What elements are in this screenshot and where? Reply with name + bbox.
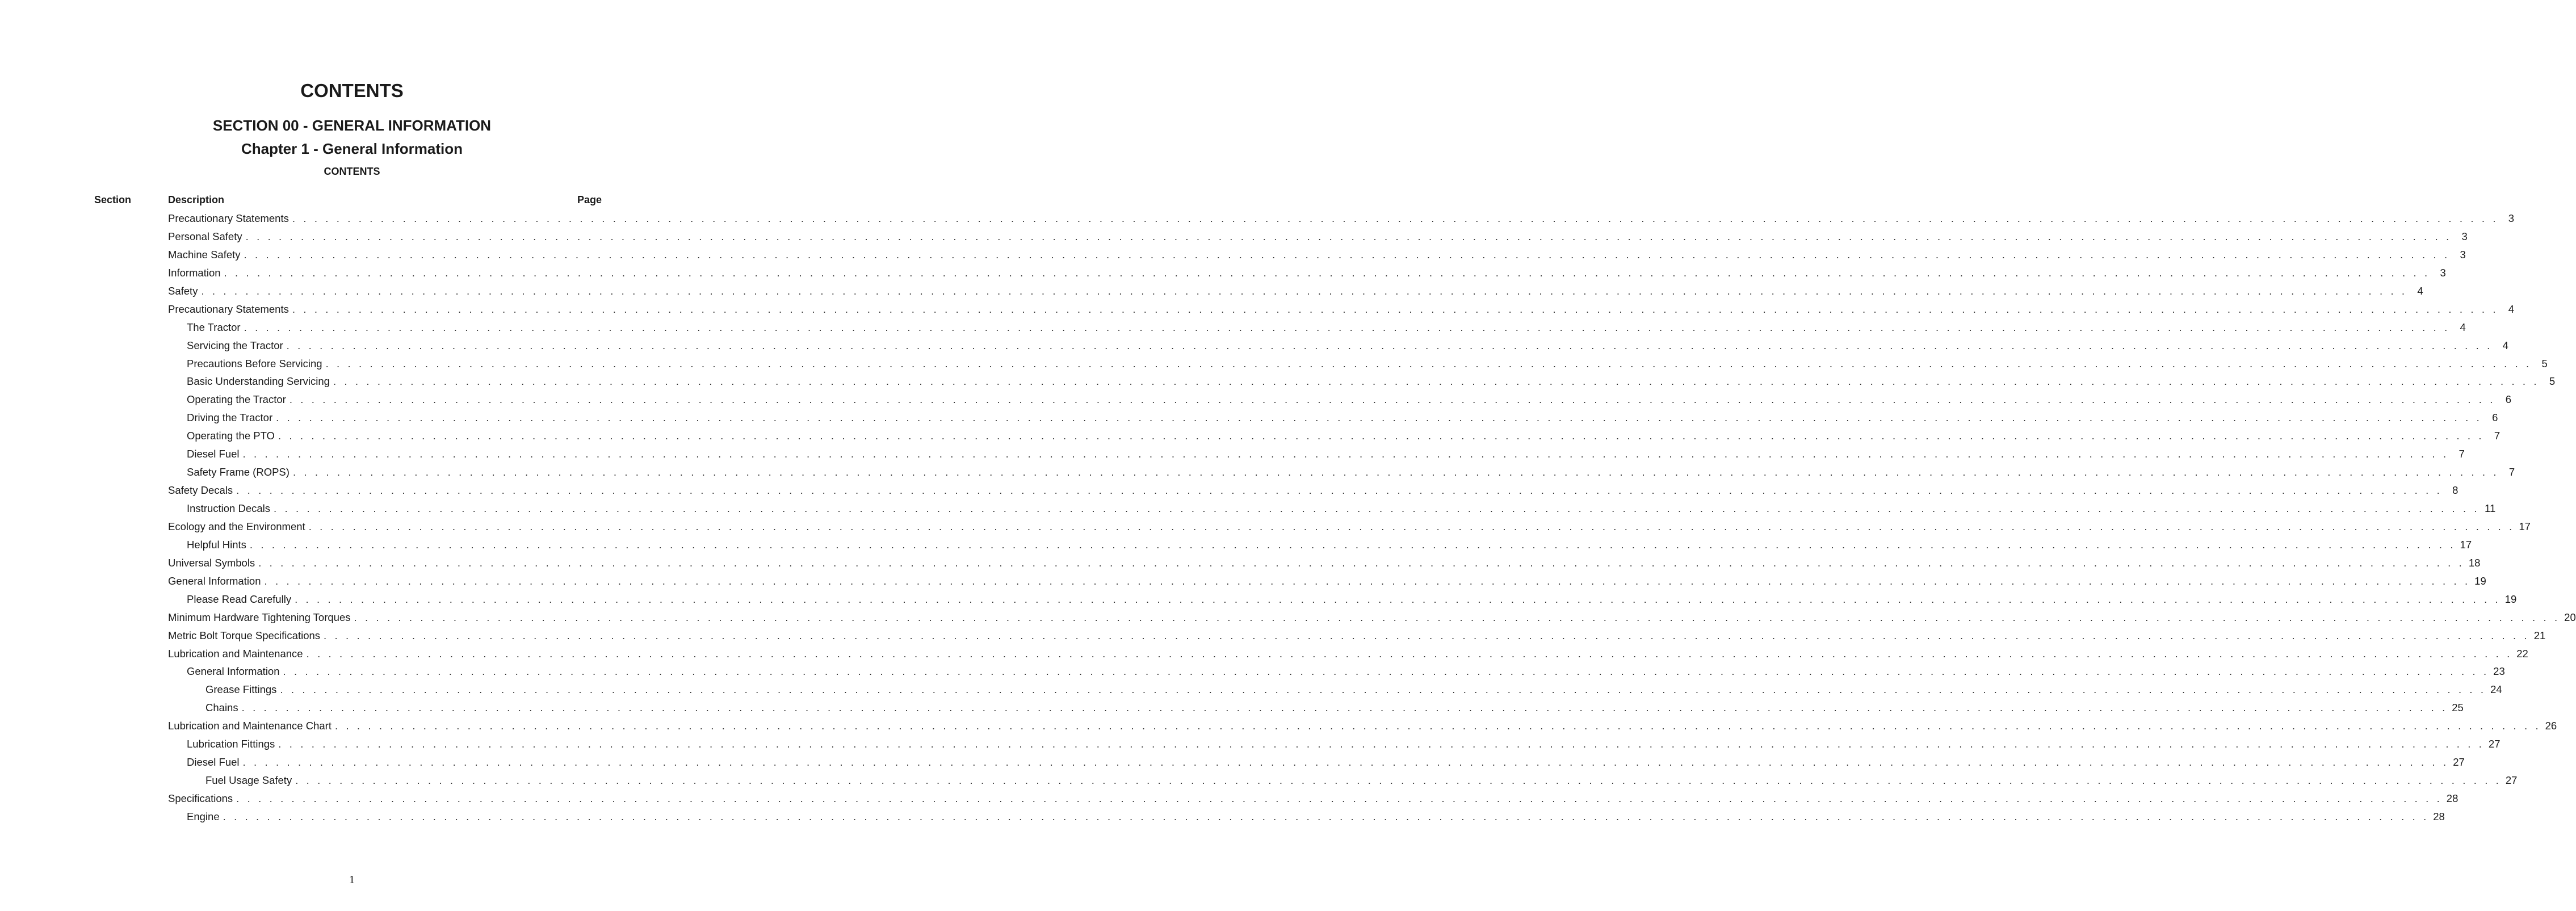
toc-entry-label: Servicing the Tractor (187, 337, 287, 355)
dot-leader: . . . . . . . . . . . . . . . . . . . . . . . . . . . . . . . . . . . . . . . . . . . . . . . . . . . . . . . . . . . . . . . . . . . . . . . . . . . . . . . . . . . . . . . . . . . . . . . . . . . . . . . . . . . . . . . . . . . . . . . . . . . . . . . . . . . . . . . . . . . . . . . . . . . . . . . . . . . . . . . . . . . . . . . . . . . . . . . . . . . . . . . . . . . . . . . . . . . . . . . . (295, 774, 2502, 787)
toc-entry-label: Operating the Tractor (187, 391, 290, 409)
toc-entry-label: Lubrication Fittings (187, 735, 278, 753)
toc-entry-label: Fuel Usage Safety (205, 771, 295, 790)
toc-entry[interactable] (168, 499, 2496, 518)
toc-entry-page: 21 (2533, 629, 2546, 641)
toc-entry-page: 17 (2460, 538, 2472, 551)
toc-entry-label: Diesel Fuel (187, 445, 243, 463)
toc-entry-page: 22 (2516, 647, 2528, 660)
dot-leader: . . . . . . . . . . . . . . . . . . . . . . . . . . . . . . . . . . . . . . . . . . . . . . . . . . . . . . . . . . . . . . . . . . . . . . . . . . . . . . . . . . . . . . . . . . . . . . . . . . . . . . . . . . . . . . . . . . . . . . . . . . . . . . . . . . . . . . . . . . . . . . . . . . . . . . . . . . . . . . . . . . . . . . . . . . . . . . . . . . . . . . . . . . . . . . . . . . . . . . . . (334, 720, 2541, 732)
toc-entry-label: Specifications (168, 790, 236, 808)
dot-leader: . . . . . . . . . . . . . . . . . . . . . . . . . . . . . . . . . . . . . . . . . . . . . . . . . . . . . . . . . . . . . . . . . . . . . . . . . . . . . . . . . . . . . . . . . . . . . . . . . . . . . . . . . . . . . . . . . . . . . . . . . . . . . . . . . . . . . . . . . . . . . . . . . . . . . . . . . . . . . . . . . . . . . . . . . . . . . . . . . . . . . . . . . . . . . . . . . . . . . . . . (241, 702, 2448, 714)
toc-entry-page: 11 (2485, 502, 2496, 514)
toc-entry[interactable] (168, 282, 2423, 300)
toc-entry-page: 19 (2474, 574, 2486, 587)
toc-entry[interactable] (168, 372, 2556, 391)
toc-entry-page: 28 (2433, 810, 2445, 822)
toc-entry-label: Universal Symbols (168, 554, 258, 572)
toc-entry[interactable] (168, 355, 2548, 373)
dot-leader: . . . . . . . . . . . . . . . . . . . . . . . . . . . . . . . . . . . . . . . . . . . . . . . . . . . . . . . . . . . . . . . . . . . . . . . . . . . . . . . . . . . . . . . . . . . . . . . . . . . . . . . . . . . . . . . . . . . . . . . . . . . . . . . . . . . . . . . . . . . . . . . . . . . . . . . . . . . . . . . . . . . . . . . . . . . . . . . . . . . . . . . . . . . . . . . . . . . . . . . . (292, 303, 2499, 315)
toc-entry[interactable] (168, 572, 2486, 590)
dot-leader: . . . . . . . . . . . . . . . . . . . . . . . . . . . . . . . . . . . . . . . . . . . . . . . . . . . . . . . . . . . . . . . . . . . . . . . . . . . . . . . . . . . . . . . . . . . . . . . . . . . . . . . . . . . . . . . . . . . . . . . . . . . . . . . . . . . . . . . . . . . . . . . . . . . . . . . . . . . . . . . . . . . . . . . . . . . . . . . . . . . . . . . . . . . . . . . . . . . . . . . . (236, 792, 2443, 804)
dot-leader: . . . . . . . . . . . . . . . . . . . . . . . . . . . . . . . . . . . . . . . . . . . . . . . . . . . . . . . . . . . . . . . . . . . . . . . . . . . . . . . . . . . . . . . . . . . . . . . . . . . . . . . . . . . . . . . . . . . . . . . . . . . . . . . . . . . . . . . . . . . . . . . . . . . . . . . . . . . . . . . . . . . . . . . . . . . . . . . . . . . . . . . . . . . . . . . . . . . . . . . . (292, 212, 2499, 224)
section-title: SECTION 00 - GENERAL INFORMATION (212, 117, 492, 134)
toc-entry-label: Operating the PTO (187, 427, 278, 445)
toc-entry-page: 3 (2461, 230, 2468, 242)
dot-leader: . . . . . . . . . . . . . . . . . . . . . . . . . . . . . . . . . . . . . . . . . . . . . . . . . . . . . . . . . . . . . . . . . . . . . . . . . . . . . . . . . . . . . . . . . . . . . . . . . . . . . . . . . . . . . . . . . . . . . . . . . . . . . . . . . . . . . . . . . . . . . . . . . . . . . . . . . . . . . . . . . . . . . . . . . . . . . . . . . . . . . . . . . . . . . . . . . . . . . . . . (258, 556, 2465, 569)
dot-leader: . . . . . . . . . . . . . . . . . . . . . . . . . . . . . . . . . . . . . . . . . . . . . . . . . . . . . . . . . . . . . . . . . . . . . . . . . . . . . . . . . . . . . . . . . . . . . . . . . . . . . . . . . . . . . . . . . . . . . . . . . . . . . . . . . . . . . . . . . . . . . . . . . . . . . . . . . . . . . . . . . . . . . . . . . . . . . . . . . . . . . . . . . . . . . . . . . . . . . . . . (278, 738, 2485, 750)
toc-entry[interactable] (168, 264, 2446, 282)
toc-entry-label: Information (168, 264, 224, 282)
toc-entry-label: Chains (205, 699, 242, 717)
toc-entry-page: 4 (2508, 303, 2515, 315)
toc-entry-page: 24 (2490, 683, 2502, 696)
toc-entry-page: 3 (2440, 266, 2446, 279)
toc-entry-label: Minimum Hardware Tightening Torques (168, 608, 354, 627)
toc-entry-page: 4 (2460, 321, 2466, 333)
toc-entry-label: Instruction Decals (187, 499, 274, 518)
toc-entry-page: 19 (2504, 593, 2517, 605)
dot-leader: . . . . . . . . . . . . . . . . . . . . . . . . . . . . . . . . . . . . . . . . . . . . . . . . . . . . . . . . . . . . . . . . . . . . . . . . . . . . . . . . . . . . . . . . . . . . . . . . . . . . . . . . . . . . . . . . . . . . . . . . . . . . . . . . . . . . . . . . . . . . . . . . . . . . . . . . . . . . . . . . . . . . . . . . . . . . . . . . . . . . . . . . . . . . . . . . . . . . . . . . (224, 266, 2430, 279)
dot-leader: . . . . . . . . . . . . . . . . . . . . . . . . . . . . . . . . . . . . . . . . . . . . . . . . . . . . . . . . . . . . . . . . . . . . . . . . . . . . . . . . . . . . . . . . . . . . . . . . . . . . . . . . . . . . . . . . . . . . . . . . . . . . . . . . . . . . . . . . . . . . . . . . . . . . . . . . . . . . . . . . . . . . . . . . . . . . . . . . . . . . . . . . . . . . . . . . . . . . . . . . (283, 665, 2489, 678)
toc-entry-label: Engine (187, 808, 223, 826)
dot-leader: . . . . . . . . . . . . . . . . . . . . . . . . . . . . . . . . . . . . . . . . . . . . . . . . . . . . . . . . . . . . . . . . . . . . . . . . . . . . . . . . . . . . . . . . . . . . . . . . . . . . . . . . . . . . . . . . . . . . . . . . . . . . . . . . . . . . . . . . . . . . . . . . . . . . . . . . . . . . . . . . . . . . . . . . . . . . . . . . . . . . . . . . . . . . . . . . . . . . . . . . (354, 611, 2560, 623)
toc-entry-label: Metric Bolt Torque Specifications (168, 627, 324, 645)
toc-entry-label: Personal Safety (168, 228, 246, 246)
dot-leader: . . . . . . . . . . . . . . . . . . . . . . . . . . . . . . . . . . . . . . . . . . . . . . . . . . . . . . . . . . . . . . . . . . . . . . . . . . . . . . . . . . . . . . . . . . . . . . . . . . . . . . . . . . . . . . . . . . . . . . . . . . . . . . . . . . . . . . . . . . . . . . . . . . . . . . . . . . . . . . . . . . . . . . . . . . . . . . . . . . . . . . . . . . . . . . . . . . . . . . . . (325, 357, 2532, 370)
toc-entry-page: 26 (2545, 720, 2557, 732)
toc-entry[interactable] (168, 536, 2472, 554)
toc-entry-label: Lubrication and Maintenance Chart (168, 717, 335, 735)
toc-entry[interactable] (168, 409, 2498, 427)
dot-leader: . . . . . . . . . . . . . . . . . . . . . . . . . . . . . . . . . . . . . . . . . . . . . . . . . . . . . . . . . . . . . . . . . . . . . . . . . . . . . . . . . . . . . . . . . . . . . . . . . . . . . . . . . . . . . . . . . . . . . . . . . . . . . . . . . . . . . . . . . . . . . . . . . . . . . . . . . . . . . . . . . . . . . . . . . . . . . . . . . . . . . . . . . . . . . . . . . . . . . . . . (249, 538, 2456, 551)
dot-leader: . . . . . . . . . . . . . . . . . . . . . . . . . . . . . . . . . . . . . . . . . . . . . . . . . . . . . . . . . . . . . . . . . . . . . . . . . . . . . . . . . . . . . . . . . . . . . . . . . . . . . . . . . . . . . . . . . . . . . . . . . . . . . . . . . . . . . . . . . . . . . . . . . . . . . . . . . . . . . . . . . . . . . . . . . . . . . . . . . . . . . . . . . . . . . . . . . . . . . . . . (276, 412, 2482, 424)
toc-entry-page: 5 (2541, 357, 2548, 370)
column-header-description: Description (168, 194, 225, 205)
toc-entry[interactable] (168, 318, 2466, 337)
column-header-page: Page (577, 194, 602, 205)
toc-entry[interactable] (168, 771, 2518, 790)
dot-leader: . . . . . . . . . . . . . . . . . . . . . . . . . . . . . . . . . . . . . . . . . . . . . . . . . . . . . . . . . . . . . . . . . . . . . . . . . . . . . . . . . . . . . . . . . . . . . . . . . . . . . . . . . . . . . . . . . . . . . . . . . . . . . . . . . . . . . . . . . . . . . . . . . . . . . . . . . . . . . . . . . . . . . . . . . . . . . . . . . . . . . . . . . . . . . . . . . . . . . . . . (295, 593, 2501, 605)
chapter-title: Chapter 1 - General Information (241, 140, 463, 157)
toc-entry-label: Grease Fittings (205, 681, 280, 699)
dot-leader: . . . . . . . . . . . . . . . . . . . . . . . . . . . . . . . . . . . . . . . . . . . . . . . . . . . . . . . . . . . . . . . . . . . . . . . . . . . . . . . . . . . . . . . . . . . . . . . . . . . . . . . . . . . . . . . . . . . . . . . . . . . . . . . . . . . . . . . . . . . . . . . . . . . . . . . . . . . . . . . . . . . . . . . . . . . . . . . . . . . . . . . . . . . . . . . . . . . . . . . . (242, 756, 2449, 769)
toc-entry-page: 5 (2549, 375, 2556, 388)
toc-entry[interactable] (168, 662, 2505, 681)
toc-entry-label: General Information (168, 572, 265, 590)
dot-leader: . . . . . . . . . . . . . . . . . . . . . . . . . . . . . . . . . . . . . . . . . . . . . . . . . . . . . . . . . . . . . . . . . . . . . . . . . . . . . . . . . . . . . . . . . . . . . . . . . . . . . . . . . . . . . . . . . . . . . . . . . . . . . . . . . . . . . . . . . . . . . . . . . . . . . . . . . . . . . . . . . . . . . . . . . . . . . . . . . . . . . . . . . . . . . . . . . . . . . . . . (278, 430, 2485, 442)
toc-entry-page: 4 (2502, 339, 2508, 351)
toc-entry[interactable] (168, 608, 2576, 627)
toc-entry-label: Please Read Carefully (187, 590, 295, 608)
toc-entry-page: 28 (2446, 792, 2458, 804)
toc-entry-label: The Tractor (187, 318, 244, 337)
page-number: 1 (349, 874, 355, 886)
toc-entry-page: 6 (2492, 412, 2498, 424)
toc-entry-label: Helpful Hints (187, 536, 250, 554)
dot-leader: . . . . . . . . . . . . . . . . . . . . . . . . . . . . . . . . . . . . . . . . . . . . . . . . . . . . . . . . . . . . . . . . . . . . . . . . . . . . . . . . . . . . . . . . . . . . . . . . . . . . . . . . . . . . . . . . . . . . . . . . . . . . . . . . . . . . . . . . . . . . . . . . . . . . . . . . . . . . . . . . . . . . . . . . . . . . . . . . . . . . . . . . . . . . . . . . . . . . . . . . (264, 574, 2470, 587)
dot-leader: . . . . . . . . . . . . . . . . . . . . . . . . . . . . . . . . . . . . . . . . . . . . . . . . . . . . . . . . . . . . . . . . . . . . . . . . . . . . . . . . . . . . . . . . . . . . . . . . . . . . . . . . . . . . . . . . . . . . . . . . . . . . . . . . . . . . . . . . . . . . . . . . . . . . . . . . . . . . . . . . . . . . . . . . . . . . . . . . . . . . . . . . . . . . . . . . . . . . . . . . (242, 448, 2449, 460)
dot-leader: . . . . . . . . . . . . . . . . . . . . . . . . . . . . . . . . . . . . . . . . . . . . . . . . . . . . . . . . . . . . . . . . . . . . . . . . . . . . . . . . . . . . . . . . . . . . . . . . . . . . . . . . . . . . . . . . . . . . . . . . . . . . . . . . . . . . . . . . . . . . . . . . . . . . . . . . . . . . . . . . . . . . . . . . . . . . . . . . . . . . . . . . . . . . . . . . . . . . . . . . (201, 284, 2407, 297)
toc-entry[interactable] (168, 645, 2528, 663)
toc-entry-page: 7 (2508, 466, 2515, 478)
toc-entry-label: Precautions Before Servicing (187, 355, 326, 373)
dot-leader: . . . . . . . . . . . . . . . . . . . . . . . . . . . . . . . . . . . . . . . . . . . . . . . . . . . . . . . . . . . . . . . . . . . . . . . . . . . . . . . . . . . . . . . . . . . . . . . . . . . . . . . . . . . . . . . . . . . . . . . . . . . . . . . . . . . . . . . . . . . . . . . . . . . . . . . . . . . . . . . . . . . . . . . . . . . . . . . . . . . . . . . . . . . . . . . . . . . . . . . . (324, 629, 2530, 641)
toc-entry-label: Ecology and the Environment (168, 518, 309, 536)
dot-leader: . . . . . . . . . . . . . . . . . . . . . . . . . . . . . . . . . . . . . . . . . . . . . . . . . . . . . . . . . . . . . . . . . . . . . . . . . . . . . . . . . . . . . . . . . . . . . . . . . . . . . . . . . . . . . . . . . . . . . . . . . . . . . . . . . . . . . . . . . . . . . . . . . . . . . . . . . . . . . . . . . . . . . . . . . . . . . . . . . . . . . . . . . . . . . . . . . . . . . . . . (244, 321, 2450, 333)
toc-entry-page: 8 (2452, 484, 2458, 497)
toc-entry[interactable] (168, 445, 2465, 463)
toc-entry-page: 27 (2453, 756, 2465, 769)
toc-entry-label: Safety Frame (ROPS) (187, 463, 293, 481)
toc-entry[interactable] (168, 300, 2515, 318)
dot-leader: . . . . . . . . . . . . . . . . . . . . . . . . . . . . . . . . . . . . . . . . . . . . . . . . . . . . . . . . . . . . . . . . . . . . . . . . . . . . . . . . . . . . . . . . . . . . . . . . . . . . . . . . . . . . . . . . . . . . . . . . . . . . . . . . . . . . . . . . . . . . . . . . . . . . . . . . . . . . . . . . . . . . . . . . . . . . . . . . . . . . . . . . . . . . . . . . . . . . . . . . (306, 647, 2512, 660)
toc-entry-page: 7 (2458, 448, 2465, 460)
dot-leader: . . . . . . . . . . . . . . . . . . . . . . . . . . . . . . . . . . . . . . . . . . . . . . . . . . . . . . . . . . . . . . . . . . . . . . . . . . . . . . . . . . . . . . . . . . . . . . . . . . . . . . . . . . . . . . . . . . . . . . . . . . . . . . . . . . . . . . . . . . . . . . . . . . . . . . . . . . . . . . . . . . . . . . . . . . . . . . . . . . . . . . . . . . . . . . . . . . . . . . . . (274, 502, 2480, 514)
page-title: CONTENTS (300, 80, 404, 101)
toc-entry-page: 18 (2468, 556, 2481, 569)
dot-leader: . . . . . . . . . . . . . . . . . . . . . . . . . . . . . . . . . . . . . . . . . . . . . . . . . . . . . . . . . . . . . . . . . . . . . . . . . . . . . . . . . . . . . . . . . . . . . . . . . . . . . . . . . . . . . . . . . . . . . . . . . . . . . . . . . . . . . . . . . . . . . . . . . . . . . . . . . . . . . . . . . . . . . . . . . . . . . . . . . . . . . . . . . . . . . . . . . . . . . . . . (223, 810, 2429, 822)
dot-leader: . . . . . . . . . . . . . . . . . . . . . . . . . . . . . . . . . . . . . . . . . . . . . . . . . . . . . . . . . . . . . . . . . . . . . . . . . . . . . . . . . . . . . . . . . . . . . . . . . . . . . . . . . . . . . . . . . . . . . . . . . . . . . . . . . . . . . . . . . . . . . . . . . . . . . . . . . . . . . . . . . . . . . . . . . . . . . . . . . . . . . . . . . . . . . . . . . . . . . . . . (280, 683, 2486, 696)
toc-entry-label: Machine Safety (168, 246, 244, 264)
contents-subtitle: CONTENTS (324, 166, 380, 177)
toc-entry[interactable] (168, 790, 2458, 808)
toc-entry-label: Diesel Fuel (187, 753, 243, 771)
dot-leader: . . . . . . . . . . . . . . . . . . . . . . . . . . . . . . . . . . . . . . . . . . . . . . . . . . . . . . . . . . . . . . . . . . . . . . . . . . . . . . . . . . . . . . . . . . . . . . . . . . . . . . . . . . . . . . . . . . . . . . . . . . . . . . . . . . . . . . . . . . . . . . . . . . . . . . . . . . . . . . . . . . . . . . . . . . . . . . . . . . . . . . . . . . . . . . . . . . . . . . . . (292, 466, 2499, 478)
toc-entry-page: 27 (2505, 774, 2518, 787)
toc-entry-page: 27 (2488, 738, 2501, 750)
toc-entry[interactable] (168, 337, 2508, 355)
toc-entry[interactable] (168, 808, 2445, 826)
toc-entry-label: General Information (187, 662, 283, 681)
toc-entry[interactable] (168, 518, 2531, 536)
dot-leader: . . . . . . . . . . . . . . . . . . . . . . . . . . . . . . . . . . . . . . . . . . . . . . . . . . . . . . . . . . . . . . . . . . . . . . . . . . . . . . . . . . . . . . . . . . . . . . . . . . . . . . . . . . . . . . . . . . . . . . . . . . . . . . . . . . . . . . . . . . . . . . . . . . . . . . . . . . . . . . . . . . . . . . . . . . . . . . . . . . . . . . . . . . . . . . . . . . . . . . . . (289, 393, 2496, 406)
toc-entry[interactable] (168, 699, 2464, 717)
toc-entry[interactable] (168, 246, 2466, 264)
toc-entry-page: 3 (2508, 212, 2515, 224)
toc-list (168, 209, 2576, 826)
dot-leader: . . . . . . . . . . . . . . . . . . . . . . . . . . . . . . . . . . . . . . . . . . . . . . . . . . . . . . . . . . . . . . . . . . . . . . . . . . . . . . . . . . . . . . . . . . . . . . . . . . . . . . . . . . . . . . . . . . . . . . . . . . . . . . . . . . . . . . . . . . . . . . . . . . . . . . . . . . . . . . . . . . . . . . . . . . . . . . . . . . . . . . . . . . . . . . . . . . . . . . . . (333, 375, 2540, 388)
dot-leader: . . . . . . . . . . . . . . . . . . . . . . . . . . . . . . . . . . . . . . . . . . . . . . . . . . . . . . . . . . . . . . . . . . . . . . . . . . . . . . . . . . . . . . . . . . . . . . . . . . . . . . . . . . . . . . . . . . . . . . . . . . . . . . . . . . . . . . . . . . . . . . . . . . . . . . . . . . . . . . . . . . . . . . . . . . . . . . . . . . . . . . . . . . . . . . . . . . . . . . . . (286, 339, 2493, 351)
dot-leader: . . . . . . . . . . . . . . . . . . . . . . . . . . . . . . . . . . . . . . . . . . . . . . . . . . . . . . . . . . . . . . . . . . . . . . . . . . . . . . . . . . . . . . . . . . . . . . . . . . . . . . . . . . . . . . . . . . . . . . . . . . . . . . . . . . . . . . . . . . . . . . . . . . . . . . . . . . . . . . . . . . . . . . . . . . . . . . . . . . . . . . . . . . . . . . . . . . . . . . . . (245, 230, 2452, 242)
toc-entry[interactable] (168, 681, 2502, 699)
toc-entry[interactable] (168, 554, 2481, 572)
toc-entry[interactable] (168, 463, 2515, 481)
toc-entry[interactable] (168, 481, 2458, 499)
toc-entry[interactable] (168, 627, 2546, 645)
dot-leader: . . . . . . . . . . . . . . . . . . . . . . . . . . . . . . . . . . . . . . . . . . . . . . . . . . . . . . . . . . . . . . . . . . . . . . . . . . . . . . . . . . . . . . . . . . . . . . . . . . . . . . . . . . . . . . . . . . . . . . . . . . . . . . . . . . . . . . . . . . . . . . . . . . . . . . . . . . . . . . . . . . . . . . . . . . . . . . . . . . . . . . . . . . . . . . . . . . . . . . . . (244, 248, 2450, 261)
toc-entry[interactable] (168, 590, 2517, 608)
toc-entry-label: Safety (168, 282, 201, 300)
dot-leader: . . . . . . . . . . . . . . . . . . . . . . . . . . . . . . . . . . . . . . . . . . . . . . . . . . . . . . . . . . . . . . . . . . . . . . . . . . . . . . . . . . . . . . . . . . . . . . . . . . . . . . . . . . . . . . . . . . . . . . . . . . . . . . . . . . . . . . . . . . . . . . . . . . . . . . . . . . . . . . . . . . . . . . . . . . . . . . . . . . . . . . . . . . . . . . . . . . . . . . . . (236, 484, 2443, 497)
dot-leader: . . . . . . . . . . . . . . . . . . . . . . . . . . . . . . . . . . . . . . . . . . . . . . . . . . . . . . . . . . . . . . . . . . . . . . . . . . . . . . . . . . . . . . . . . . . . . . . . . . . . . . . . . . . . . . . . . . . . . . . . . . . . . . . . . . . . . . . . . . . . . . . . . . . . . . . . . . . . . . . . . . . . . . . . . . . . . . . . . . . . . . . . . . . . . . . . . . . . . . . . (308, 520, 2515, 532)
toc-entry[interactable] (168, 228, 2468, 246)
toc-entry[interactable] (168, 427, 2501, 445)
toc-entry-page: 3 (2460, 248, 2466, 261)
toc-entry-label: Basic Understanding Servicing (187, 372, 333, 391)
toc-entry-page: 6 (2505, 393, 2512, 406)
toc-entry-page: 17 (2519, 520, 2531, 532)
toc-entry[interactable] (168, 753, 2465, 771)
toc-entry-label: Driving the Tractor (187, 409, 276, 427)
toc-entry-label: Precautionary Statements (168, 209, 292, 228)
toc-entry-page: 20 (2564, 611, 2576, 623)
toc-entry-page: 4 (2417, 284, 2423, 297)
column-header-section: Section (94, 194, 132, 205)
toc-entry[interactable] (168, 717, 2557, 735)
toc-entry-label: Safety Decals (168, 481, 236, 499)
toc-entry[interactable] (168, 209, 2515, 228)
toc-entry-page: 25 (2452, 702, 2464, 714)
toc-entry-page: 23 (2493, 665, 2505, 678)
toc-entry[interactable] (168, 735, 2501, 753)
toc-entry-page: 7 (2494, 430, 2501, 442)
toc-entry-label: Precautionary Statements (168, 300, 292, 318)
toc-entry[interactable] (168, 391, 2512, 409)
toc-entry-label: Lubrication and Maintenance (168, 645, 307, 663)
